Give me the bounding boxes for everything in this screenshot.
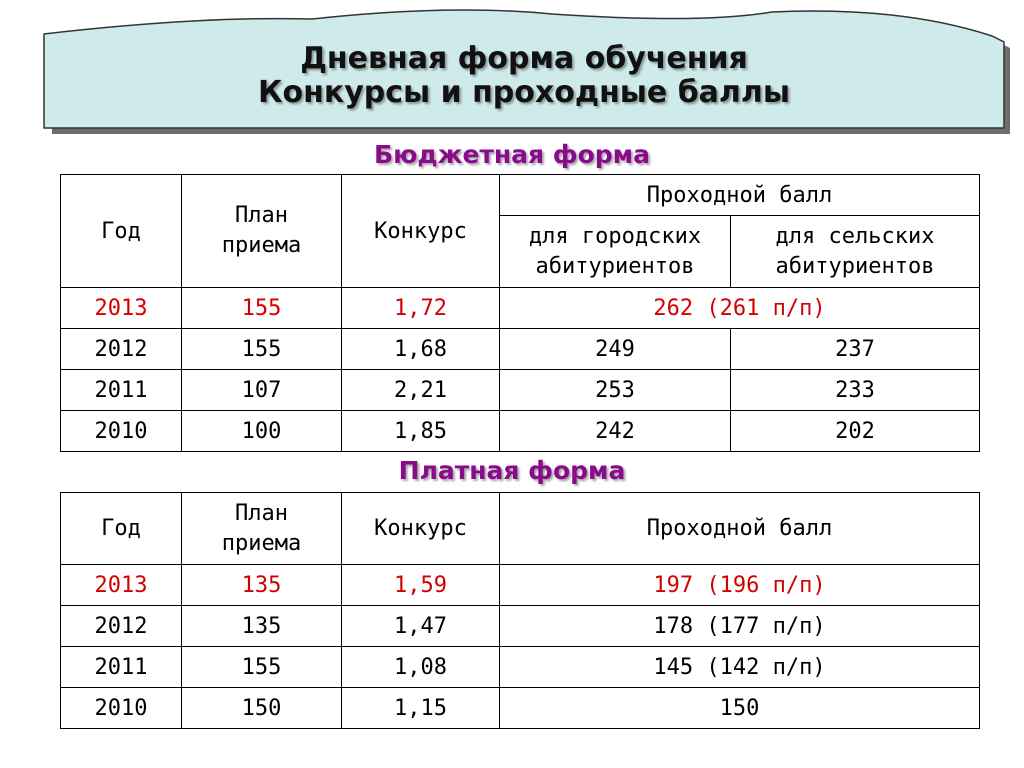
budget-cell-year: 2012 [61,329,182,370]
paid-cell-year: 2012 [61,606,182,647]
budget-cell-plan: 107 [182,370,342,411]
paid-section-title: Платная форма [398,456,626,485]
paid-cell-score: 145 (142 п/п) [500,647,980,688]
page-title-line2: Конкурсы и проходные баллы [258,75,790,110]
paid-cell-score: 197 (196 п/п) [500,565,980,606]
budget-cell-urban: 253 [500,370,731,411]
budget-header-rural-line1: для сельских [775,223,935,249]
budget-header-plan-line1: План [235,203,288,228]
budget-table [60,174,980,452]
budget-cell-rural: 202 [731,411,980,452]
budget-row-2012 [61,329,980,370]
budget-section-title: Бюджетная форма [374,140,650,169]
budget-cell-year: 2013 [61,288,182,329]
paid-cell-plan: 155 [182,647,342,688]
paid-row-2010 [61,688,980,729]
paid-cell-plan: 135 [182,565,342,606]
budget-cell-plan: 155 [182,329,342,370]
budget-cell-competition: 1,68 [342,329,500,370]
paid-header-passing-score: Проходной балл [500,493,980,565]
paid-row-2012 [61,606,980,647]
budget-row-2011 [61,370,980,411]
budget-header-urban-line1: для городских [528,223,702,249]
paid-cell-competition: 1,59 [342,565,500,606]
budget-cell-plan: 100 [182,411,342,452]
paid-header-plan-line1: План [235,500,288,526]
budget-cell-rural: 237 [731,329,980,370]
budget-header-year: Год [61,175,182,288]
paid-cell-year: 2013 [61,565,182,606]
budget-header-urban [500,216,731,288]
paid-cell-competition: 1,47 [342,606,500,647]
paid-cell-competition: 1,08 [342,647,500,688]
paid-header-plan-line2: приема [221,530,302,556]
paid-cell-plan: 135 [182,606,342,647]
paid-table [60,492,980,729]
budget-row-2010 [61,411,980,452]
paid-header-competition: Конкурс [342,493,500,565]
paid-cell-year: 2011 [61,647,182,688]
budget-row-2013 [61,288,980,329]
budget-cell-year: 2010 [61,411,182,452]
budget-header-urban-line2: абитуриентов [535,253,695,279]
paid-cell-score: 178 (177 п/п) [500,606,980,647]
budget-cell-score-merged: 262 (261 п/п) [500,288,980,329]
budget-cell-urban: 242 [500,411,731,452]
paid-cell-plan: 150 [182,688,342,729]
paid-row-2011 [61,647,980,688]
budget-header-plan [182,175,342,288]
budget-header-rural-line2: абитуриентов [775,253,935,279]
paid-cell-score: 150 [500,688,980,729]
page-title [44,42,1004,110]
budget-cell-competition: 1,72 [342,288,500,329]
budget-cell-urban: 249 [500,329,731,370]
budget-header-row-1 [61,175,980,216]
budget-header-plan-line2: приема [221,233,302,258]
paid-row-2013 [61,565,980,606]
paid-cell-competition: 1,15 [342,688,500,729]
budget-cell-year: 2011 [61,370,182,411]
budget-header-competition: Конкурс [342,175,500,288]
budget-header-rural [731,216,980,288]
budget-cell-competition: 2,21 [342,370,500,411]
page-title-line1: Дневная форма обучения [300,41,748,76]
budget-cell-plan: 155 [182,288,342,329]
paid-header-row [61,493,980,565]
budget-header-passing-score: Проходной балл [500,175,980,216]
budget-cell-competition: 1,85 [342,411,500,452]
paid-cell-year: 2010 [61,688,182,729]
budget-cell-rural: 233 [731,370,980,411]
paid-header-plan [182,493,342,565]
paid-header-year: Год [61,493,182,565]
